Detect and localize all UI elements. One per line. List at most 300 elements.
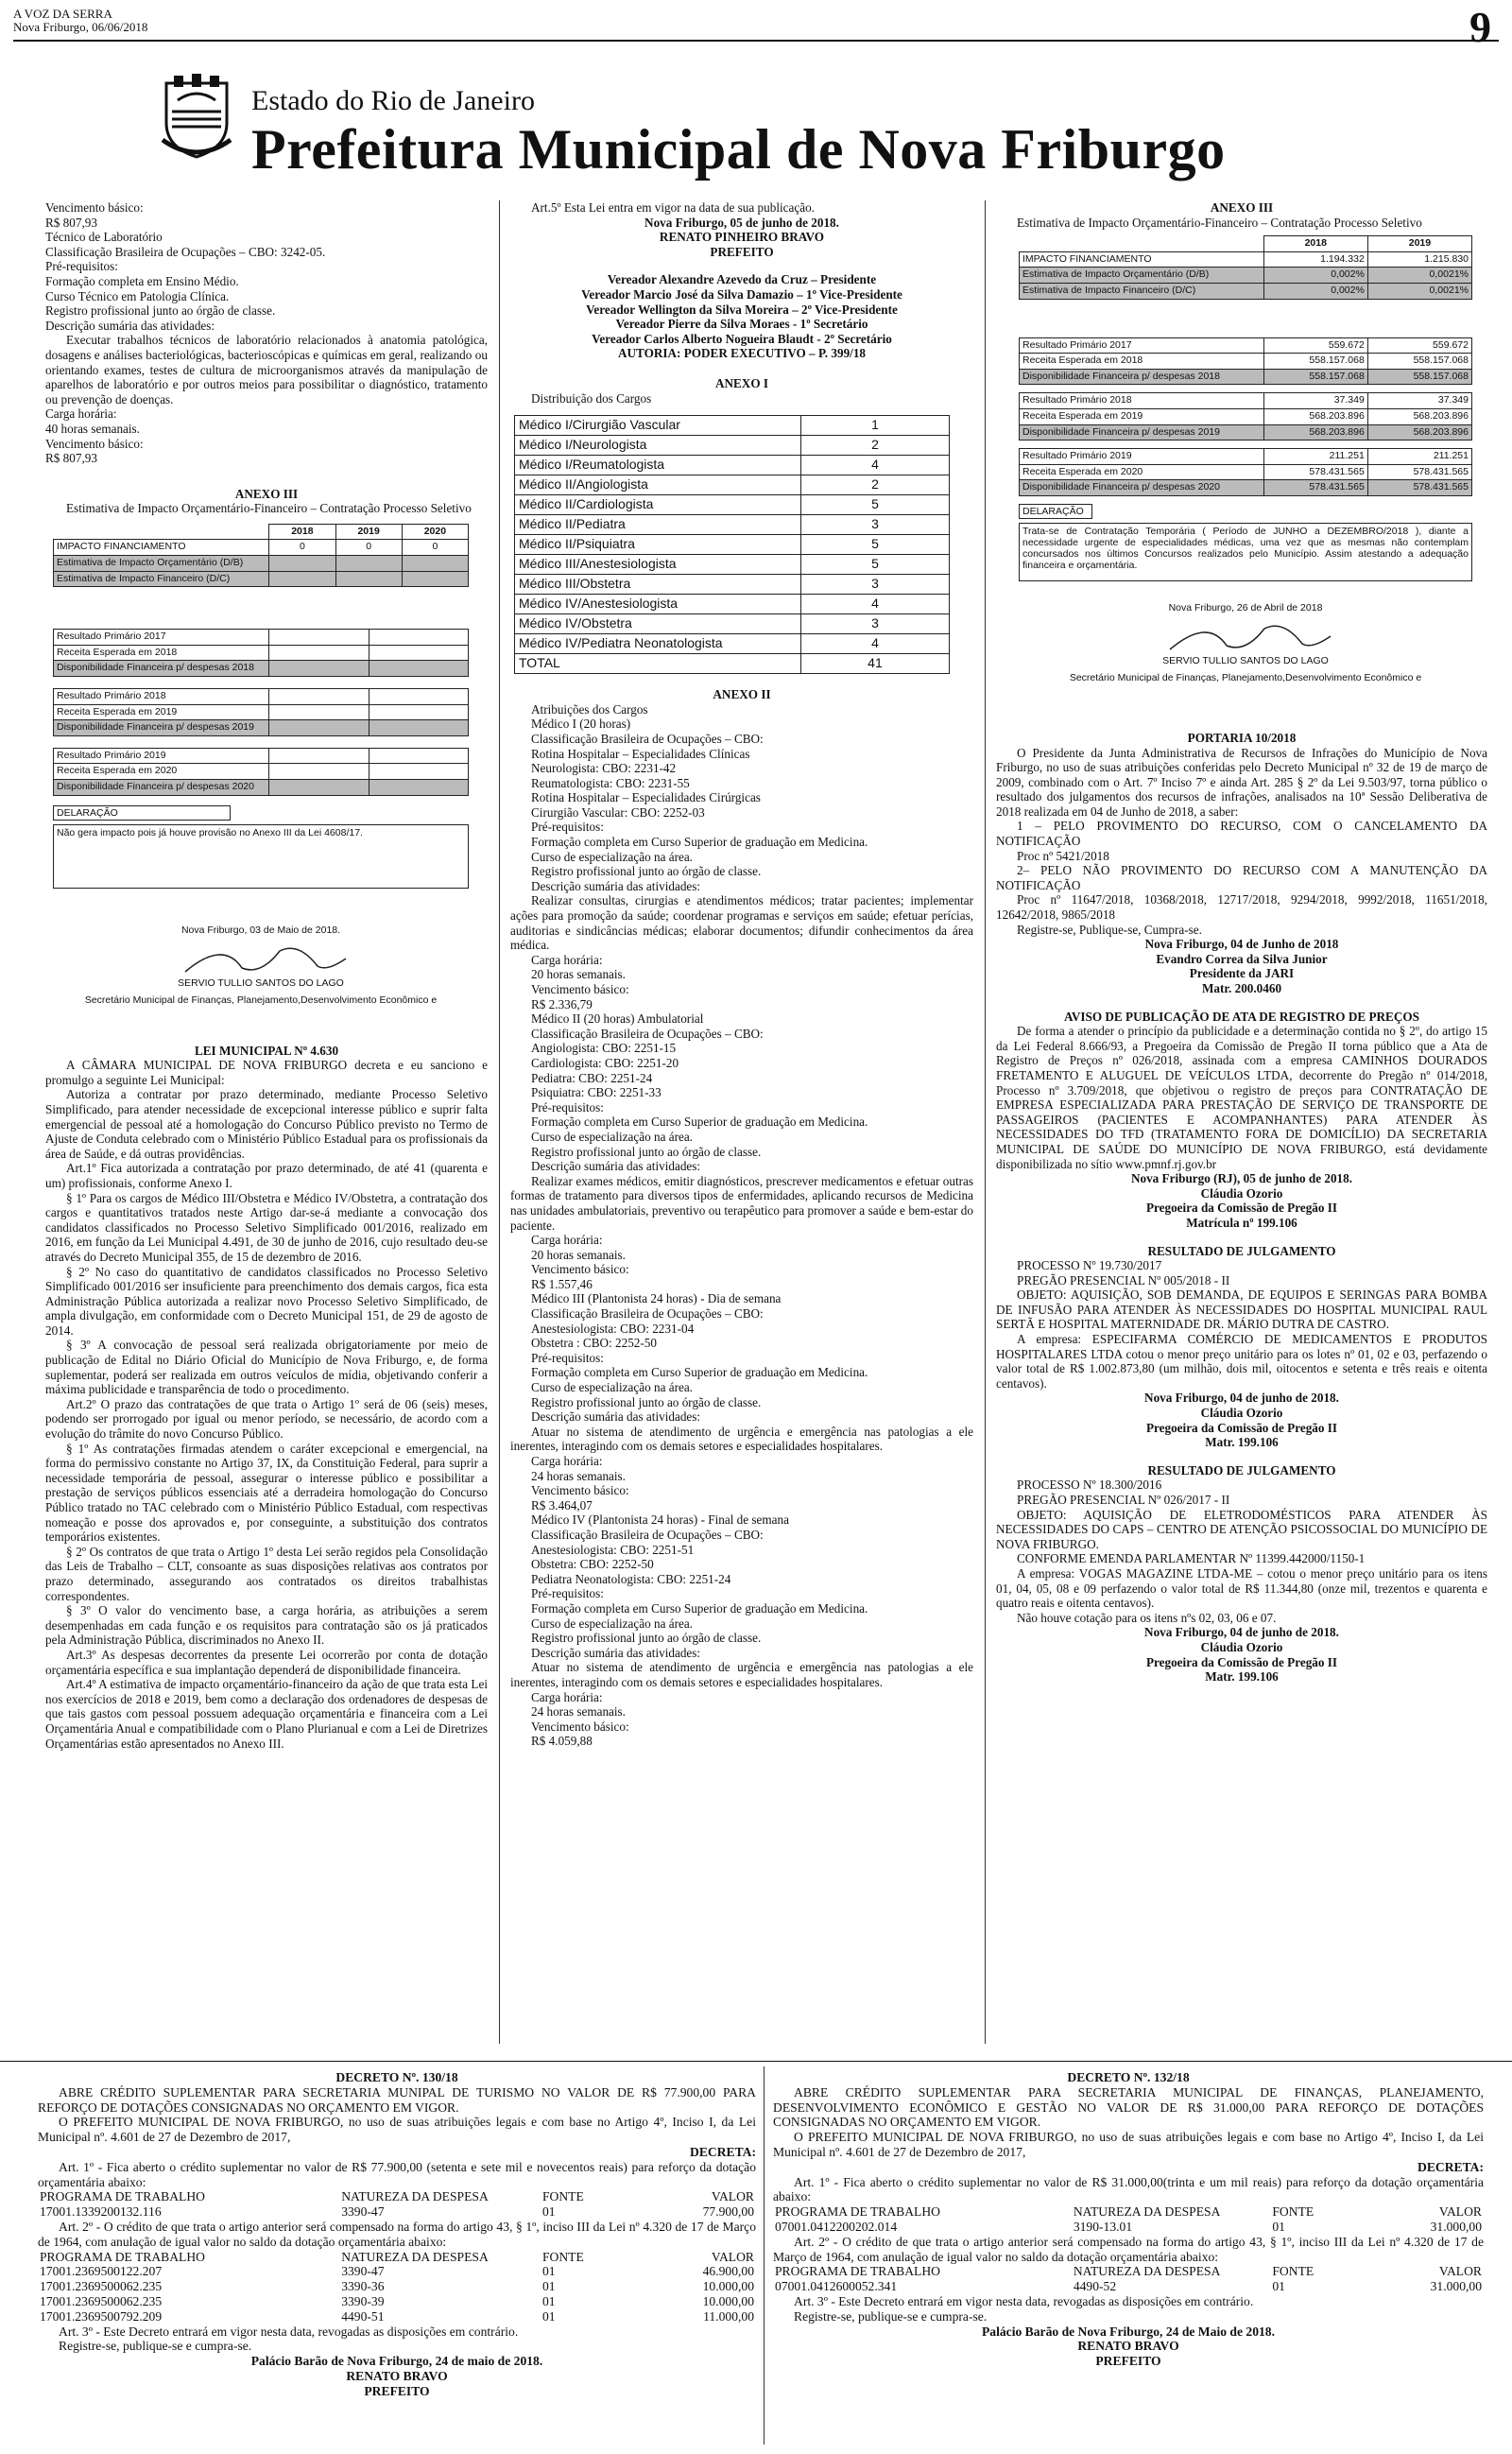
table-header: NATUREZA DA DESPESA bbox=[1073, 2264, 1221, 2279]
law-paragraph: § 1º Para os cargos de Médico III/Obstetra e Médico IV/Obstetra, a contratação dos cargos e quantitativos tratados neste Artigo dar-se-á mediante a convocação dos candidatos classificados no Processo Seletivo Simplificado 001/2016, realizado em 2016, em função da Lei Municipal 4.491, de 30 de junho de 2016, cujo resultado deu-se através do Decreto Municipal 355, de 15 de dezembro de 2016. bbox=[45, 1190, 488, 1264]
text-line: Descrição sumária das atividades: bbox=[531, 1645, 701, 1660]
result-note: Não houve cotação para os itens nºs 02, 03, 06 e 07. bbox=[1017, 1610, 1277, 1625]
signature-line: Pregoeira da Comissão de Pregão II bbox=[1145, 1654, 1338, 1669]
cargo-name: Médico II/Pediatra bbox=[515, 515, 801, 535]
text-line: Rotina Hospitalar – Especialidades Clínicas bbox=[531, 746, 750, 761]
table-row bbox=[515, 575, 950, 595]
annex-title: ANEXO III bbox=[1210, 200, 1274, 215]
law-paragraph: A CÂMARA MUNICIPAL DE NOVA FRIBURGO decreta e eu sanciono e promulgo a seguinte Lei Municipal: bbox=[45, 1058, 488, 1087]
text-line: Anestesiologista: CBO: 2251-51 bbox=[531, 1542, 695, 1557]
text-line: Obstetra: CBO: 2252-50 bbox=[531, 1557, 654, 1572]
cargo-count: 5 bbox=[801, 495, 949, 515]
table-cell: 10.000,00 bbox=[702, 2279, 754, 2294]
decree-register: Registre-se, publique-se e cumpra-se. bbox=[794, 2308, 988, 2324]
state-name: Estado do Rio de Janeiro bbox=[251, 85, 535, 116]
cargo-count: 2 bbox=[801, 436, 949, 456]
form-label: Receita Esperada em 2020 bbox=[54, 764, 269, 780]
text-line: Obstetra : CBO: 2252-50 bbox=[531, 1336, 657, 1351]
text-line: Reumatologista: CBO: 2231-55 bbox=[531, 775, 690, 790]
text-line: Neurologista: CBO: 2231-42 bbox=[531, 761, 677, 776]
page-number: 9 bbox=[1469, 3, 1491, 51]
text-line: 24 horas semanais. bbox=[531, 1704, 626, 1720]
cargo-name: Médico I/Neurologista bbox=[515, 436, 801, 456]
cargo-count: 3 bbox=[801, 614, 949, 634]
result-object: OBJETO: AQUISIÇÃO DE ELETRODOMÉSTICOS PARA ATENDER ÀS NECESSIDADES DO CAPS – CENTRO DE ATENÇÃO PSICOSSOCIAL DO MUNICÍPIO DE NOVA FRIBURGO. bbox=[996, 1507, 1487, 1551]
text-line: Carga horária: bbox=[531, 1454, 603, 1468]
decree-article: Art. 2º - O crédito de que trata o artigo anterior será compensado na forma do artigo 43, § 1º, inciso III da Lei nº 4.320 de 17 de Março de 1964, com anulação de igual valor no saldo da dotação orçamentária abaixo: bbox=[773, 2234, 1484, 2264]
table-cell: 17001.2369500792.209 bbox=[40, 2308, 163, 2324]
paper-name: A VOZ DA SERRA bbox=[13, 7, 112, 21]
form-label: Receita Esperada em 2019 bbox=[1020, 408, 1264, 424]
aviso-paragraph: De forma a atender o princípio da publicidade e a determinação contida no § 2º, do artigo 15 da Lei Federal 8.666/93, a Pregoeira da Comissão de Pregão II torna público que a Ata de Registro de Preços nº 026/2018, assinada com a empresa CAMINHOS DOURADOS FRETAMENTO E ALUGUEL DE VEÍCULOS LTDA, decorrente do Pregão nº 014/2018, Processo nº 3.709/2018, que objetivou o registro de preços para CONTRATAÇÃO DE EMPRESA ESPECIALIZADA PARA PRESTAÇÃO DE SERVIÇO DE TRANSPORTE DE PASSAGEIROS (PACIENTES E ACOMPANHANTES) PARA ATENDER ÀS NECESSIDADES DO TFD (TRATAMENTO FORA DE DOMICÍLIO) DA SECRETARIA MUNICIPAL DE SAÚDE DO MUNICÍPIO DE NOVA FRIBURGO, está devidamente disponibilizada no sítio www.pmnf.rj.gov.br bbox=[996, 1024, 1487, 1171]
table-header: NATUREZA DA DESPESA bbox=[1073, 2204, 1221, 2220]
council-member: Vereador Marcio José da Silva Damazio – 1º Vice-Presidente bbox=[581, 286, 902, 302]
signature-line: Evandro Correa da Silva Junior bbox=[1156, 951, 1328, 966]
description-para: Realizar exames médicos, emitir diagnósticos, prescrever medicamentos e efetuar outras formas de tratamento para diversos tipos de enfermidades, aplicando recursos de Medicina nas unidades ambulatoriais, preventivo ou terapêutico para promover a saúde e bem-estar do paciente. bbox=[510, 1173, 973, 1233]
table-row bbox=[515, 416, 950, 436]
section-rule bbox=[0, 2061, 1512, 2062]
text-line: Registro profissional junto ao órgão de classe. bbox=[45, 303, 276, 319]
form-value: 578.431.565 bbox=[1367, 464, 1471, 480]
decree-article: Art. 1º - Fica aberto o crédito suplementar no valor de R$ 77.900,00 (setenta e sete mil e novecentos reais) para reforço da dotação orçamentária abaixo: bbox=[38, 2159, 756, 2189]
form-label: Estimativa de Impacto Financeiro (D/C) bbox=[54, 571, 269, 587]
year-header: 2020 bbox=[402, 524, 468, 540]
declaration-label: DELARAÇÃO bbox=[53, 805, 231, 821]
form-label: Disponibilidade Financeira p/ despesas 2019 bbox=[54, 720, 269, 736]
form-label: Resultado Primário 2019 bbox=[54, 748, 269, 764]
text-line: Descrição sumária das atividades: bbox=[531, 1409, 701, 1425]
text-line: Classificação Brasileira de Ocupações – CBO: bbox=[531, 1026, 764, 1041]
form-value: 558.157.068 bbox=[1367, 354, 1471, 370]
form-value: 559.672 bbox=[1263, 337, 1367, 354]
table-row bbox=[515, 654, 950, 674]
council-member: Vereador Carlos Alberto Nogueira Blaudt - 2º Secretário bbox=[592, 331, 892, 346]
decree-title: DECRETO Nº. 132/18 bbox=[1067, 2070, 1190, 2084]
table-row bbox=[38, 2264, 756, 2279]
decree-article: Art. 1º - Fica aberto o crédito suplementar no valor de R$ 31.000,00(trinta e um mil reais) para reforço da dotação orçamentária abaixo: bbox=[773, 2174, 1484, 2204]
result-table-2019 bbox=[1019, 392, 1472, 441]
text-line: Registro profissional junto ao órgão de classe. bbox=[531, 1631, 762, 1646]
signature-line: Cláudia Ozorio bbox=[1200, 1185, 1283, 1201]
decree-decreta: DECRETA: bbox=[690, 2144, 756, 2159]
text-line: Pré-requisitos: bbox=[531, 1586, 604, 1601]
signature-line: Pregoeira da Comissão de Pregão II bbox=[1145, 1420, 1338, 1435]
result-emenda: CONFORME EMENDA PARLAMENTAR Nº 11399.442000/1150-1 bbox=[1017, 1551, 1366, 1566]
law-paragraph: § 1º As contratações firmadas atendem o caráter excepcional e emergencial, na forma do permissivo constante no Artigo 37, IX, da Constituição Federal, para suprir a necessidade temporária de pessoal, assegurar o interesse público e possibilitar a prestação de serviços públicos essenciais até a derradeira homologação do Concurso Público tratado no TAC celebrado com o Ministério Público Estadual, com respectivas nomeação e posse dos aprovados e, por conseguinte, a substituição dos contratos temporários existentes. bbox=[45, 1441, 488, 1545]
result-table-2018 bbox=[53, 629, 469, 677]
text-line: R$ 1.557,46 bbox=[531, 1276, 593, 1291]
text-line: Pré-requisitos: bbox=[531, 1099, 604, 1115]
signature-line: Cláudia Ozorio bbox=[1200, 1406, 1283, 1421]
result-table-2019 bbox=[53, 688, 469, 736]
text-line: Classificação Brasileira de Ocupações – CBO: bbox=[531, 731, 764, 746]
form-date: Nova Friburgo, 03 de Maio de 2018. bbox=[180, 924, 341, 936]
running-header bbox=[13, 8, 147, 34]
table-cell: 01 bbox=[541, 2308, 556, 2324]
text-line: Médico III (Plantonista 24 horas) - Dia de semana bbox=[531, 1291, 782, 1306]
text-line: Descrição sumária das atividades: bbox=[45, 318, 215, 333]
text-line: Curso de especialização na área. bbox=[531, 1380, 693, 1395]
table-row bbox=[515, 475, 950, 495]
cargo-name: Médico I/Reumatologista bbox=[515, 456, 801, 475]
crest-icon bbox=[161, 74, 232, 161]
form-date: Nova Friburgo, 26 de Abril de 2018 bbox=[1168, 601, 1323, 614]
cargo-name: Médico II/Cardiologista bbox=[515, 495, 801, 515]
signature-line: Nova Friburgo, 04 de Junho de 2018 bbox=[1144, 937, 1339, 952]
law-title: LEI MUNICIPAL Nº 4.630 bbox=[194, 1043, 339, 1058]
table-header: PROGRAMA DE TRABALHO bbox=[775, 2204, 940, 2220]
description-para: Atuar no sistema de atendimento de urgência e emergência nas patologias a ele inerentes, interagindo com os demais setores e especialidades hospitalares. bbox=[510, 1660, 973, 1689]
signature-line: Presidente da JARI bbox=[1189, 966, 1295, 981]
form-value: 1.194.332 bbox=[1263, 251, 1367, 268]
text-line: Formação completa em Curso Superior de graduação em Medicina. bbox=[531, 1115, 868, 1130]
year-header: 2018 bbox=[1263, 236, 1367, 252]
cargo-count: 5 bbox=[801, 535, 949, 555]
declaration-box bbox=[1019, 523, 1472, 581]
table-cell: 3390-39 bbox=[341, 2293, 385, 2308]
table-header: PROGRAMA DE TRABALHO bbox=[40, 2249, 205, 2264]
annex-subtitle: Distribuição dos Cargos bbox=[531, 390, 652, 406]
result-table-2018 bbox=[1019, 337, 1472, 386]
mayor-role: PREFEITO bbox=[364, 2383, 430, 2398]
text-line: Médico II (20 horas) Ambulatorial bbox=[531, 1011, 704, 1027]
cargo-name: Médico I/Cirurgião Vascular bbox=[515, 416, 801, 436]
council-member: Vereador Wellington da Silva Moreira – 2º Vice-Presidente bbox=[586, 302, 898, 317]
text-line: Vencimento básico: bbox=[531, 1262, 629, 1277]
form-label: Estimativa de Impacto Financeiro (D/C) bbox=[1020, 283, 1264, 299]
table-row bbox=[773, 2220, 1484, 2235]
cargo-name: Médico III/Obstetra bbox=[515, 575, 801, 595]
result-title: RESULTADO DE JULGAMENTO bbox=[1147, 1243, 1336, 1258]
form-value: 1.215.830 bbox=[1367, 251, 1471, 268]
text-line: Formação completa em Curso Superior de graduação em Medicina. bbox=[531, 1600, 868, 1616]
form-value: 578.431.565 bbox=[1263, 464, 1367, 480]
table-row bbox=[38, 2204, 756, 2220]
cargo-name: Médico II/Angiologista bbox=[515, 475, 801, 495]
form-label: Receita Esperada em 2018 bbox=[54, 645, 269, 661]
column-divider bbox=[499, 200, 500, 2044]
law-paragraph: Art.5º Esta Lei entra em vigor na data de sua publicação. bbox=[531, 200, 815, 215]
text-line: Rotina Hospitalar – Especialidades Cirúrgicas bbox=[531, 790, 761, 805]
text-line: Classificação Brasileira de Ocupações – CBO: 3242-05. bbox=[45, 244, 326, 259]
table-cell: 01 bbox=[541, 2293, 556, 2308]
text-line: 20 horas semanais. bbox=[531, 1247, 626, 1262]
form-value: 568.203.896 bbox=[1263, 424, 1367, 441]
table-row bbox=[38, 2309, 756, 2324]
table-row bbox=[515, 456, 950, 475]
column-1 bbox=[45, 200, 488, 1751]
text-line: PREGÃO PRESENCIAL Nº 005/2018 - II bbox=[1017, 1272, 1230, 1287]
law-paragraph: Art.2º O prazo das contratações de que trata o Artigo 1º será de 06 (seis) meses, podendo ser prorrogado por igual ou menor período, se necessário, de acordo com a evolução do trâmite do novo Concurso Público. bbox=[45, 1396, 488, 1442]
table-cell: 01 bbox=[1272, 2279, 1285, 2294]
text-line: Angiologista: CBO: 2251-15 bbox=[531, 1041, 677, 1056]
signature-line: Nova Friburgo (RJ), 05 de junho de 2018. bbox=[1130, 1171, 1353, 1186]
description-para: Realizar consultas, cirurgias e atendimentos médicos; tratar pacientes; implementar ações para promoção da saúde; coordenar programas e serviços em saúde; efetuar perícias, auditorias e sindicâncias médicas; elaborar documentos; difundir conhecimentos da área médica. bbox=[510, 893, 973, 953]
table-cell: 17001.2369500062.235 bbox=[40, 2293, 163, 2308]
cargo-count: 4 bbox=[801, 634, 949, 654]
law-date: Nova Friburgo, 05 de junho de 2018. bbox=[644, 215, 839, 230]
form-value: 0,0021% bbox=[1367, 268, 1471, 284]
decree-preamble: O PREFEITO MUNICIPAL DE NOVA FRIBURGO, no uso de suas atribuições legais e com base no Artigo 4º, Inciso I, da Lei Municipal nº. 4.601 de 27 de Dezembro de 2017, bbox=[38, 2115, 756, 2145]
result-company: A empresa: ESPECIFARMA COMÉRCIO DE MEDICAMENTOS E PRODUTOS HOSPITALARES LTDA cotou o menor preço unitário para os lotes nº 01, 02 e 03, perfazendo o valor total de R$ 1.002.873,80 (um milhão, dois mil, oitocentos e setenta e três reais e oitenta centavos). bbox=[996, 1332, 1487, 1391]
dotacao-table bbox=[38, 2189, 756, 2220]
budget-form bbox=[53, 524, 469, 1006]
text-line: Vencimento básico: bbox=[45, 200, 144, 215]
text-line: 40 horas semanais. bbox=[45, 421, 140, 436]
signer-role: Secretário Municipal de Finanças, Planejamento,Desenvolvimento Econômico e bbox=[84, 994, 438, 1006]
table-cell: 17001.1339200132.116 bbox=[40, 2204, 162, 2220]
cargo-count: 1 bbox=[801, 416, 949, 436]
signature-line: Matr. 199.106 bbox=[1205, 1435, 1279, 1450]
form-value: 558.157.068 bbox=[1263, 354, 1367, 370]
cargo-count: 3 bbox=[801, 575, 949, 595]
form-label: IMPACTO FINANCIAMENTO bbox=[1020, 251, 1264, 268]
form-value: 578.431.565 bbox=[1367, 480, 1471, 496]
form-label: Receita Esperada em 2020 bbox=[1020, 464, 1264, 480]
mayor-name: RENATO BRAVO bbox=[1077, 2339, 1179, 2354]
signature-line: Cláudia Ozorio bbox=[1200, 1639, 1283, 1654]
table-header: VALOR bbox=[711, 2189, 754, 2204]
portaria-paragraph: O Presidente da Junta Administrativa de Recursos de Infrações do Município de Nova Friburgo, no uso de suas atribuições conferidas pelo Decreto Municipal nº 32 de 19 de março de 2009, combinado com o Art. 7º Inciso 7º e ainda Art. 285 § 2º da Lei 9.503/97, torna público o resultado dos julgamentos dos recursos de infrações, analisados na 10ª Sessão Deliberativa de 2018 realizada em 04 de Junho de 2018, a saber: bbox=[996, 745, 1487, 819]
autoria-line: AUTORIA: PODER EXECUTIVO – P. 399/18 bbox=[617, 346, 867, 361]
mayor-name: RENATO PINHEIRO BRAVO bbox=[659, 230, 825, 245]
form-value: 568.203.896 bbox=[1367, 408, 1471, 424]
form-label: Resultado Primário 2019 bbox=[1020, 449, 1264, 465]
decree-article: Art. 3º - Este Decreto entrará em vigor nesta data, revogadas as disposições em contrário. bbox=[59, 2324, 519, 2339]
text-line: Vencimento básico: bbox=[531, 982, 629, 996]
signature-line: Nova Friburgo, 04 de junho de 2018. bbox=[1144, 1625, 1339, 1640]
text-line: Atribuições dos Cargos bbox=[531, 701, 648, 717]
text-line: R$ 2.336,79 bbox=[531, 996, 593, 1011]
text-line: Carga horária: bbox=[45, 406, 117, 422]
dotacao-table bbox=[773, 2204, 1484, 2235]
table-row bbox=[38, 2279, 756, 2294]
form-value: 559.672 bbox=[1367, 337, 1471, 354]
table-cell: 01 bbox=[541, 2279, 556, 2294]
form-value: 211.251 bbox=[1367, 449, 1471, 465]
text-line: Registro profissional junto ao órgão de classe. bbox=[531, 1144, 762, 1159]
cargos-table bbox=[514, 415, 950, 674]
text-line: 20 horas semanais. bbox=[531, 967, 626, 982]
signature-line: Matr. 200.0460 bbox=[1201, 981, 1282, 995]
header-rule bbox=[13, 40, 1499, 42]
law-paragraph: § 3º O valor do vencimento base, a carga horária, as atribuições a serem desempenhadas em cada função e os requisitos para contratação são os já praticados pela Administração Pública, discriminados no Anexo II. bbox=[45, 1603, 488, 1648]
cargo-name: Médico IV/Anestesiologista bbox=[515, 595, 801, 614]
text-line: Descrição sumária das atividades: bbox=[531, 878, 701, 893]
form-label: Disponibilidade Financeira p/ despesas 2019 bbox=[1020, 424, 1264, 441]
text-line: Registro profissional junto ao órgão de classe. bbox=[531, 1394, 762, 1409]
portaria-item: Proc nº 11647/2018, 10368/2018, 12717/2018, 9294/2018, 9992/2018, 11651/2018, 12642/2018, 9865/2018 bbox=[996, 892, 1487, 923]
table-header: VALOR bbox=[1438, 2204, 1482, 2220]
impact-table bbox=[53, 524, 469, 587]
law-paragraph: Autoriza a contratar por prazo determinado, mediante Processo Seletivo Simplificado, para atender necessidade de excepcional interesse público e suprir falta emergencial de pessoal até a homologação do Concurso Público previsto no Termo de Ajuste de Conduta celebrado com o Ministério Público Estadual para os profissionais da área de Saúde, e dá outras providências. bbox=[45, 1087, 488, 1161]
text-line: Formação completa em Curso Superior de graduação em Medicina. bbox=[531, 1365, 868, 1380]
text-line: Descrição sumária das atividades: bbox=[531, 1159, 701, 1174]
declaration-box bbox=[53, 824, 469, 889]
text-line: PROCESSO Nº 18.300/2016 bbox=[1017, 1478, 1162, 1493]
cargo-name: Médico II/Psiquiatra bbox=[515, 535, 801, 555]
form-value: 0 bbox=[335, 540, 402, 556]
column-divider bbox=[985, 200, 986, 2044]
mayor-name: RENATO BRAVO bbox=[346, 2368, 448, 2383]
text-line: Anestesiologista: CBO: 2231-04 bbox=[531, 1321, 695, 1336]
law-paragraph: Art.1º Fica autorizada a contratação por prazo determinado, de até 41 (quarenta e um) profissionais, conforme Anexo I. bbox=[45, 1161, 488, 1190]
law-paragraph: § 2º Os contratos de que trata o Artigo 1º desta Lei serão regidos pela Consolidação das Leis de Trabalho – CLT, consoante as suas disposições relativas aos contratos por prazo determinado, assegurando aos contratados os direitos trabalhistas correspondentes. bbox=[45, 1544, 488, 1603]
table-cell: 3390-36 bbox=[341, 2279, 385, 2294]
cargo-name: Médico III/Anestesiologista bbox=[515, 555, 801, 575]
decree-place-date: Palácio Barão de Nova Friburgo, 24 de maio de 2018. bbox=[250, 2354, 543, 2369]
form-value: 568.203.896 bbox=[1367, 424, 1471, 441]
text-line: Cardiologista: CBO: 2251-20 bbox=[531, 1055, 679, 1070]
signature-scribble bbox=[1151, 617, 1340, 655]
table-cell: 3390-47 bbox=[341, 2204, 385, 2220]
anulacao-table bbox=[773, 2264, 1484, 2294]
form-label: Resultado Primário 2017 bbox=[54, 630, 269, 646]
cargo-name: Médico IV/Obstetra bbox=[515, 614, 801, 634]
result-title: RESULTADO DE JULGAMENTO bbox=[1147, 1462, 1336, 1478]
table-cell: 4490-51 bbox=[341, 2308, 385, 2324]
result-company: A empresa: VOGAS MAGAZINE LTDA-ME – cotou o menor preço unitário para os itens 01, 04, 05, 08 e 09 perfazendo o valor total de R$ 11.344,80 (onze mil, trezentos e quarenta e quatro reais e oitenta centavos). bbox=[996, 1565, 1487, 1611]
result-table-2020 bbox=[53, 748, 469, 796]
form-label: Receita Esperada em 2019 bbox=[54, 704, 269, 720]
decree-article: Art. 3º - Este Decreto entrará em vigor nesta data, revogadas as disposições em contrário. bbox=[794, 2293, 1254, 2308]
text-line: PREGÃO PRESENCIAL Nº 026/2017 - II bbox=[1017, 1493, 1230, 1507]
aviso-title: AVISO DE PUBLICAÇÃO DE ATA DE REGISTRO DE PREÇOS bbox=[1064, 1009, 1419, 1024]
decree-place-date: Palácio Barão de Nova Friburgo, 24 de Maio de 2018. bbox=[982, 2324, 1275, 2339]
table-cell: 07001.0412200202.014 bbox=[775, 2219, 898, 2234]
declaration-label: DELARAÇÃO bbox=[1019, 504, 1092, 519]
form-value: 211.251 bbox=[1263, 449, 1367, 465]
table-row bbox=[515, 634, 950, 654]
cargo-total-label: TOTAL bbox=[515, 654, 801, 674]
result-table-2020 bbox=[1019, 448, 1472, 496]
signature-line: Pregoeira da Comissão de Pregão II bbox=[1145, 1201, 1338, 1216]
table-header: PROGRAMA DE TRABALHO bbox=[40, 2189, 205, 2204]
cargo-count: 2 bbox=[801, 475, 949, 495]
table-cell: 3190-13.01 bbox=[1073, 2219, 1133, 2234]
text-line: Pré-requisitos: bbox=[531, 820, 604, 835]
table-row bbox=[515, 595, 950, 614]
description-para: Atuar no sistema de atendimento de urgência e emergência nas patologias a ele inerentes, interagindo com os demais setores e especialidades hospitalares. bbox=[510, 1424, 973, 1454]
signer-name: SERVIO TULLIO SANTOS DO LAGO bbox=[178, 976, 344, 989]
annex-title: ANEXO I bbox=[714, 375, 769, 390]
table-cell: 01 bbox=[1272, 2219, 1285, 2234]
form-value: 0 bbox=[402, 540, 468, 556]
table-cell: 10.000,00 bbox=[702, 2293, 754, 2308]
declaration-text: Não gera impacto pois já houve provisão no Anexo III da Lei 4608/17. bbox=[57, 826, 363, 838]
table-cell: 3390-47 bbox=[341, 2264, 385, 2279]
table-cell: 17001.2369500122.207 bbox=[40, 2264, 163, 2279]
form-label: Resultado Primário 2017 bbox=[1020, 337, 1264, 354]
column-divider bbox=[764, 2066, 765, 2445]
table-cell: 46.900,00 bbox=[702, 2264, 754, 2279]
signature-scribble bbox=[166, 940, 355, 977]
table-header: FONTE bbox=[541, 2189, 584, 2204]
text-line: Vencimento básico: bbox=[45, 436, 144, 451]
text-line: R$ 4.059,88 bbox=[531, 1734, 593, 1749]
text-line: Registro profissional junto ao órgão de classe. bbox=[531, 864, 762, 879]
text-line: R$ 807,93 bbox=[45, 451, 97, 466]
budget-form bbox=[1019, 235, 1472, 683]
annex-title: ANEXO III bbox=[234, 486, 299, 501]
text-line: Carga horária: bbox=[531, 1689, 603, 1704]
portaria-item: Proc nº 5421/2018 bbox=[1017, 848, 1109, 863]
form-label: Receita Esperada em 2018 bbox=[1020, 354, 1264, 370]
table-cell: 77.900,00 bbox=[702, 2204, 754, 2220]
table-cell: 4490-52 bbox=[1073, 2279, 1117, 2294]
form-value: 0,002% bbox=[1263, 283, 1367, 299]
text-line: Pediatra: CBO: 2251-24 bbox=[531, 1070, 653, 1085]
cargo-name: Médico IV/Pediatra Neonatologista bbox=[515, 634, 801, 654]
cargo-count: 4 bbox=[801, 456, 949, 475]
text-line: Carga horária: bbox=[531, 952, 603, 967]
result-object: OBJETO: AQUISIÇÃO, SOB DEMANDA, DE EQUIPOS E SERINGAS PARA BOMBA DE INFUSÃO PARA ATENDER ÀS NECESSIDADES DO HOSPITAL MUNICIPAL RAUL SERTÃ E HOSPITAL MATERNIDADE DR. MÁRIO DUTRA DE CASTRO. bbox=[996, 1287, 1487, 1332]
year-header: 2019 bbox=[1367, 236, 1471, 252]
form-label: Estimativa de Impacto Orçamentário (D/B) bbox=[1020, 268, 1264, 284]
table-header: VALOR bbox=[1438, 2264, 1482, 2279]
table-cell: 01 bbox=[541, 2204, 556, 2220]
table-cell: 01 bbox=[541, 2264, 556, 2279]
table-header: NATUREZA DA DESPESA bbox=[341, 2249, 489, 2264]
council-member: Vereador Alexandre Azevedo da Cruz – Presidente bbox=[607, 272, 877, 287]
form-label: Resultado Primário 2018 bbox=[54, 689, 269, 705]
text-line: Curso Técnico em Patologia Clínica. bbox=[45, 288, 230, 303]
table-row bbox=[515, 614, 950, 634]
table-cell: 07001.0412600052.341 bbox=[775, 2279, 898, 2294]
form-value: 578.431.565 bbox=[1263, 480, 1367, 496]
signature-line: Matrícula nº 199.106 bbox=[1186, 1215, 1297, 1230]
text-line: Classificação Brasileira de Ocupações – CBO: bbox=[531, 1527, 764, 1542]
text-line: R$ 3.464,07 bbox=[531, 1497, 593, 1512]
cargo-total: 41 bbox=[801, 654, 949, 674]
table-header: FONTE bbox=[1272, 2204, 1314, 2220]
form-value: 568.203.896 bbox=[1263, 408, 1367, 424]
text-line: Formação completa em Ensino Médio. bbox=[45, 273, 239, 288]
text-line: Formação completa em Curso Superior de graduação em Medicina. bbox=[531, 835, 868, 850]
declaration-text: Trata-se de Contratação Temporária ( Período de JUNHO a DEZEMBRO/2018 ), diante a necessidade urgente de especialidades médicas, uma vez que as mesmas não contemplam concursados nos últimos Concursos realizados pelo Município. Assim atestando a adequação financeira e orçamentária. bbox=[1022, 525, 1469, 571]
form-label: Estimativa de Impacto Orçamentário (D/B) bbox=[54, 556, 269, 572]
mayor-role: PREFEITO bbox=[1095, 2354, 1161, 2369]
text-line: Carga horária: bbox=[531, 1233, 603, 1248]
table-header: NATUREZA DA DESPESA bbox=[341, 2189, 489, 2204]
decree-ementa: ABRE CRÉDITO SUPLEMENTAR PARA SECRETARIA MUNIPAL DE TURISMO NO VALOR DE R$ 77.900,00 PARA REFORÇO DE DOTAÇÕES CONSIGNADAS NO ORÇAMENTO EM VIGOR. bbox=[38, 2084, 756, 2115]
masthead-title: Prefeitura Municipal de Nova Friburgo bbox=[251, 118, 1226, 181]
text-line: 24 horas semanais. bbox=[531, 1468, 626, 1483]
form-value: 37.349 bbox=[1263, 393, 1367, 409]
form-label: Disponibilidade Financeira p/ despesas 2018 bbox=[1020, 369, 1264, 385]
decreto-130 bbox=[38, 2070, 756, 2399]
form-label: Disponibilidade Financeira p/ despesas 2020 bbox=[1020, 480, 1264, 496]
form-label: IMPACTO FINANCIAMENTO bbox=[54, 540, 269, 556]
decree-article: Art. 2º - O crédito de que trata o artigo anterior será compensado na forma do artigo 43, § 1º, inciso III da Lei nº 4.320 de 17 de Março de 1964, com anulação de igual valor no saldo da dotação orçamentária abaixo: bbox=[38, 2219, 756, 2249]
cargo-count: 3 bbox=[801, 515, 949, 535]
form-value: 37.349 bbox=[1367, 393, 1471, 409]
signature-line: Matr. 199.106 bbox=[1205, 1669, 1279, 1685]
text-line: R$ 807,93 bbox=[45, 215, 97, 230]
year-header: 2019 bbox=[335, 524, 402, 540]
text-line: Curso de especialização na área. bbox=[531, 1616, 693, 1631]
decree-register: Registre-se, publique-se e cumpra-se. bbox=[59, 2339, 252, 2354]
form-label: Disponibilidade Financeira p/ despesas 2020 bbox=[54, 780, 269, 796]
portaria-title: PORTARIA 10/2018 bbox=[1187, 730, 1297, 745]
table-cell: 31.000,00 bbox=[1430, 2279, 1482, 2294]
form-value: 0 bbox=[269, 540, 335, 556]
header-date: Nova Friburgo, 06/06/2018 bbox=[13, 20, 148, 34]
table-row bbox=[515, 555, 950, 575]
table-row bbox=[515, 515, 950, 535]
decree-ementa: ABRE CRÉDITO SUPLEMENTAR PARA SECRETARIA MUNICIPAL DE FINANÇAS, PLANEJAMENTO, DESENVOLVIMENTO ECONÔMICO E GESTÃO NO VALOR DE R$ 31.000,00 PARA REFORÇO DE DOTAÇÕES CONSIGNADAS NO ORÇAMENTO EM VIGOR. bbox=[773, 2084, 1484, 2130]
text-line: Pré-requisitos: bbox=[531, 1350, 604, 1365]
